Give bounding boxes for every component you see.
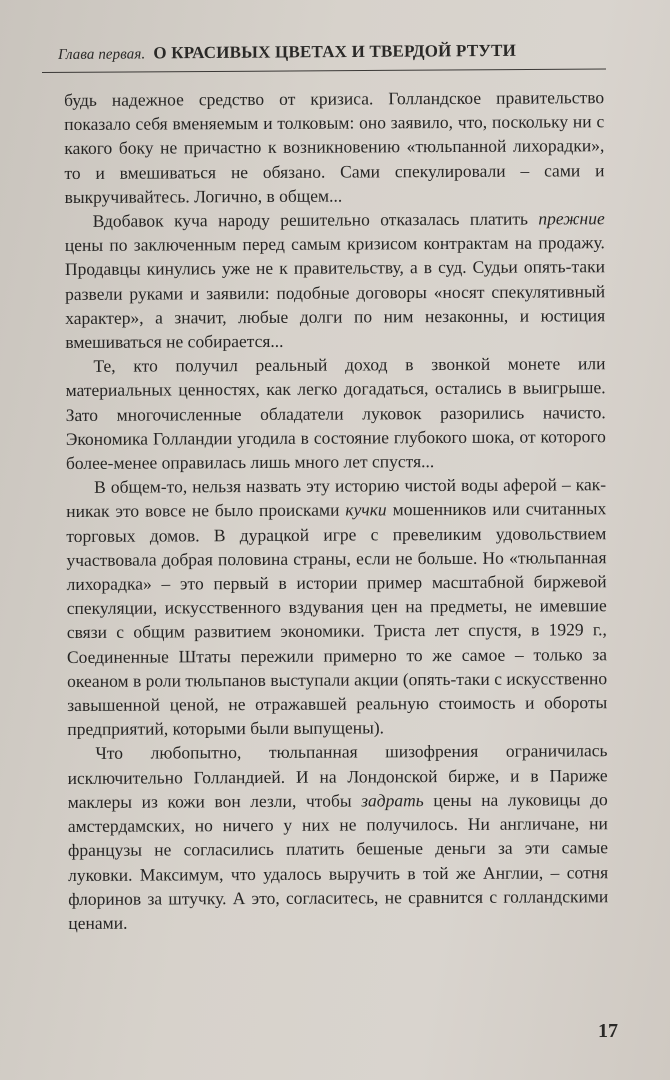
italic-emphasis: задрать bbox=[361, 790, 424, 811]
italic-emphasis: кучки bbox=[345, 499, 387, 520]
paragraph bbox=[65, 351, 606, 475]
paragraph-text: будь надежное средство от кризиса. Голландское правительство показало себя вменяемым и толковым: оно заявило, что, поскольку ни с какого боку не причастно к возникновению «тюльпанной лихорадки», то и вмешиваться не обязано. Сами спекулировали – сами и выкручивайтесь. Логично, в общем... bbox=[64, 87, 605, 207]
paragraph-text: Что любопытно, тюльпанная шизофрения ограничилась исключительно Голландией. И на Лондонской бирже, и в Париже маклеры из кожи вон лезли, чтобы bbox=[67, 740, 608, 812]
page-number: 17 bbox=[598, 1020, 618, 1042]
paragraph-text: цены на луковицы до амстердамских, но ничего у них не получилось. Ни англичане, ни французы не согласились платить бешеные деньги за эти самые луковки. Максимум, что удалось выручить в той же Англии, – сотня флоринов за штучку. А это, согласитесь, не сравнится с голландскими ценами. bbox=[67, 789, 609, 933]
paragraph-text: Те, кто получил реальный доход в звонкой монете или материальных ценностях, как легко догадаться, остались в выигрыше. Зато многочисленные обладатели луковок разорились начисто. Экономика Голландии угодила в состояние глубокого шока, от которого более-менее оправилась лишь много лет спустя... bbox=[65, 353, 606, 474]
running-head bbox=[58, 40, 618, 64]
chapter-label: Глава первая. bbox=[58, 46, 146, 63]
paragraph bbox=[66, 472, 607, 741]
paragraph bbox=[64, 85, 605, 209]
paragraph-text: мошенников или считанных торговых домов. В дурацкой игре с превеликим удовольствием участвовала добрая половина страны, если не больше. Но «тюльпанная лихорадка» – это первый в истории пример масштабной биржевой спекуляции, искусственного вздувания цен на предметы, не имевшие связи с общим развитием экономики. Триста лет спустя, в 1929 г., Соединенные Штаты пережили примерно то же самое – только за океаном в роли тюльпанов выступали акции (опять-таки с искусственно завышенной ценой, не отражавшей реальную стоимость и обороты предприятий, которыми были выпущены). bbox=[66, 498, 608, 740]
paragraph-text: В общем-то, нельзя назвать эту историю чистой воды аферой – как-никак это вовсе не было происками bbox=[66, 474, 607, 522]
body-text bbox=[64, 85, 608, 935]
paragraph-text: цены по заключенным перед самым кризисом контрактам на продажу. Продавцы кинулись уже не к правительству, а в суд. Судьи опять-таки развели руками и заявили: подобные договоры «носят спекулятивный характер», а значит, любые долги по ним незаконны, и юстиция вмешиваться не собирается... bbox=[64, 232, 606, 353]
paragraph-text: Вдобавок куча народу решительно отказалась платить bbox=[92, 208, 539, 231]
chapter-title: О КРАСИВЫХ ЦВЕТАХ И ТВЕРДОЙ РТУТИ bbox=[153, 40, 517, 63]
paragraph bbox=[65, 206, 606, 354]
italic-emphasis: прежние bbox=[538, 208, 605, 229]
header-rule bbox=[42, 69, 606, 73]
paragraph bbox=[67, 739, 608, 935]
